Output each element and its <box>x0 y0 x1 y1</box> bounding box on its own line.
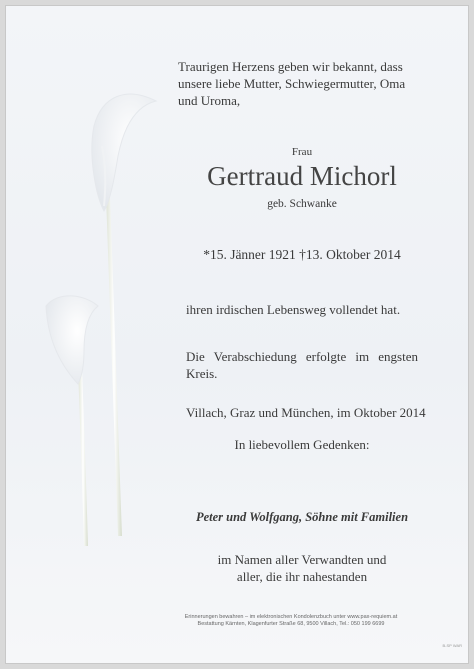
intro-text: Traurigen Herzens geben wir bekannt, dass unsere liebe Mutter, Schwiegermutter, Oma und Uroma, <box>178 59 406 108</box>
birth-name: geb. Schwanke <box>267 198 337 210</box>
verabschiedung-text: Die Verabschiedung erfolgte im engsten Kreis. <box>186 349 418 381</box>
deceased-name: Gertraud Michorl <box>207 161 397 191</box>
relatives-text <box>186 551 418 585</box>
calla-lily-image <box>6 6 206 646</box>
relatives-line-2: aller, die ihr nahestanden <box>236 569 368 584</box>
footer-line-1: Erinnerungen bewahren – im elektronischen Kondolenzbuch unter www.pax-requiem.at <box>184 614 398 620</box>
obituary-sheet <box>5 5 469 664</box>
life-dates: *15. Jänner 1921 †13. Oktober 2014 <box>203 247 401 262</box>
gedenken-heading: In liebevollem Gedenken: <box>234 437 370 452</box>
footer-line-2: Bestattung Kärnten, Klagenfurter Straße 68, 9500 Villach, Tel.: 050 199 6699 <box>197 621 385 627</box>
place-date: Villach, Graz und München, im Oktober 2014 <box>186 405 426 420</box>
print-code: B-SP WAR <box>442 643 462 648</box>
lebensweg-text: ihren irdischen Lebensweg vollendet hat. <box>186 302 401 317</box>
mourners: Peter und Wolfgang, Söhne mit Familien <box>195 510 409 524</box>
salutation: Frau <box>291 146 313 158</box>
relatives-line-1: im Namen aller Verwandten und <box>217 552 387 567</box>
